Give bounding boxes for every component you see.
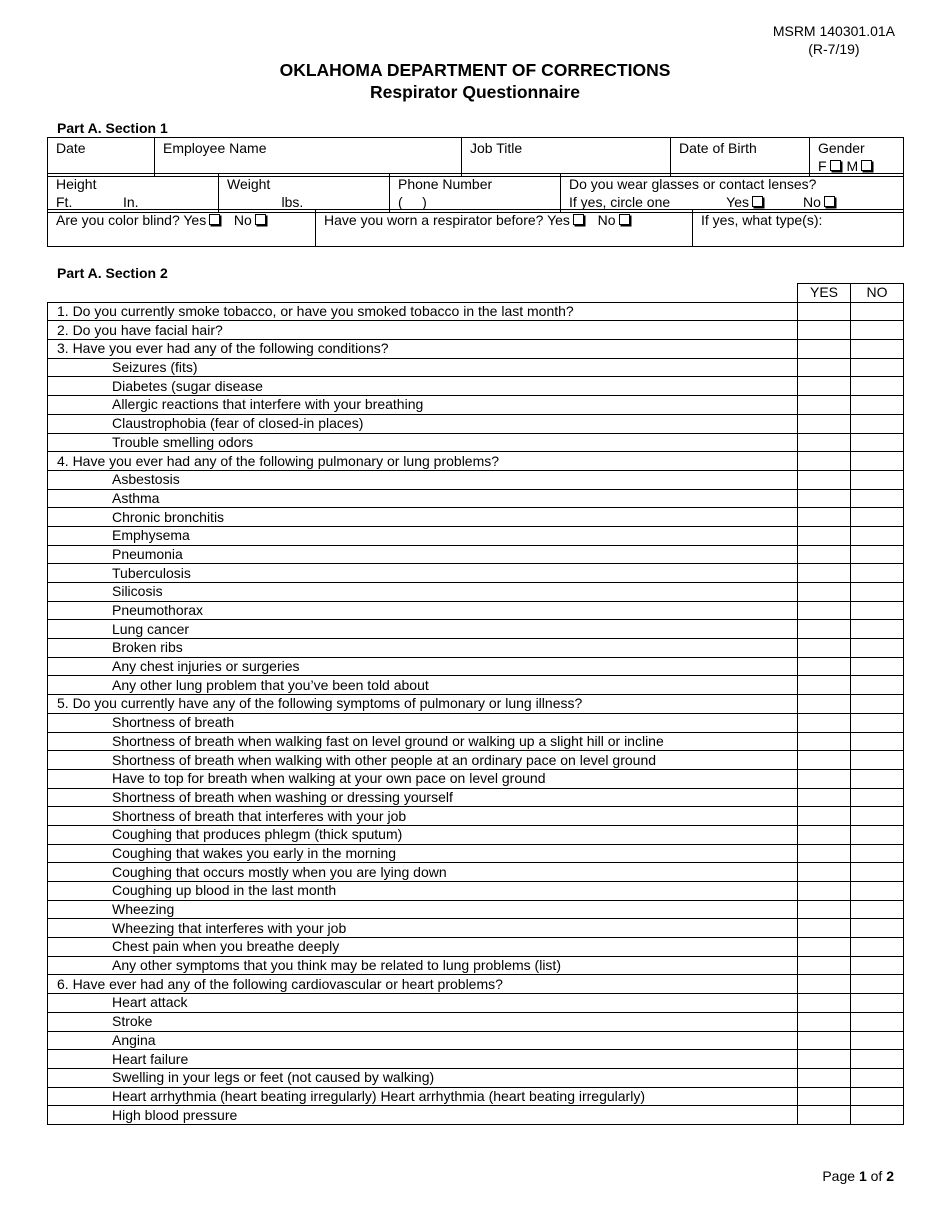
yes-answer-cell[interactable] (798, 601, 851, 620)
no-answer-cell[interactable] (851, 751, 904, 770)
gender-field (810, 138, 904, 177)
respirator-field (316, 210, 693, 247)
phone-field[interactable] (390, 174, 561, 213)
color-blind-no-label: No (233, 212, 252, 228)
glasses-no-checkbox[interactable] (824, 196, 835, 207)
condition-row (48, 788, 904, 807)
color-blind-field (48, 210, 316, 247)
no-answer-cell[interactable] (851, 657, 904, 676)
no-answer-cell[interactable] (851, 919, 904, 938)
condition-text: Seizures (fits) (48, 358, 798, 377)
section1-row2 (47, 173, 904, 213)
form-title: Respirator Questionnaire (369, 82, 581, 102)
yes-answer-cell[interactable] (798, 1012, 851, 1031)
condition-text: Shortness of breath when washing or dressing yourself (48, 788, 798, 807)
condition-text: Pneumothorax (48, 601, 798, 620)
no-answer-cell[interactable] (851, 882, 904, 901)
condition-row (48, 489, 904, 508)
condition-text: Any other symptoms that you think may be related to lung problems (list) (48, 956, 798, 975)
yes-answer-cell[interactable] (798, 470, 851, 489)
yes-answer-cell[interactable] (798, 433, 851, 452)
no-answer-cell[interactable] (851, 1050, 904, 1069)
yes-answer-cell[interactable] (798, 732, 851, 751)
condition-row (48, 358, 904, 377)
condition-row (48, 732, 904, 751)
glasses-no-label: No (803, 194, 821, 210)
no-answer-cell[interactable] (851, 489, 904, 508)
agency-name: OKLAHOMA DEPARTMENT OF CORRECTIONS (279, 60, 671, 80)
condition-row (48, 1012, 904, 1031)
yes-answer-cell[interactable] (798, 1106, 851, 1125)
condition-text: Claustrophobia (fear of closed-in places) (48, 414, 798, 433)
question-row (48, 321, 904, 340)
condition-row (48, 620, 904, 639)
yes-answer-cell[interactable] (798, 508, 851, 527)
respirator-question: Have you worn a respirator before? Yes (324, 212, 570, 228)
yes-answer-cell[interactable] (798, 900, 851, 919)
no-answer-cell[interactable] (851, 433, 904, 452)
no-answer-cell[interactable] (851, 545, 904, 564)
condition-text: Wheezing (48, 900, 798, 919)
question-text: 4. Have you ever had any of the following pulmonary or lung problems? (48, 452, 798, 471)
no-answer-cell[interactable] (851, 340, 904, 359)
date-field[interactable] (48, 138, 155, 177)
no-answer-cell[interactable] (851, 788, 904, 807)
section1-row3 (47, 209, 904, 247)
glasses-yes-label: Yes (726, 194, 749, 210)
condition-text: Have to top for breath when walking at your own pace on level ground (48, 769, 798, 788)
respirator-no-checkbox[interactable] (619, 214, 630, 225)
no-answer-cell[interactable] (851, 732, 904, 751)
section2-label: Part A. Section 2 (57, 265, 168, 281)
condition-text: Heart attack (48, 994, 798, 1013)
no-answer-cell[interactable] (851, 1012, 904, 1031)
yes-answer-cell[interactable] (798, 956, 851, 975)
no-answer-cell[interactable] (851, 396, 904, 415)
no-answer-cell[interactable] (851, 844, 904, 863)
condition-text: Diabetes (sugar disease (48, 377, 798, 396)
questions-header-row (48, 284, 904, 303)
condition-text: Stroke (48, 1012, 798, 1031)
condition-text: Trouble smelling odors (48, 433, 798, 452)
weight-label: Weight (227, 176, 271, 192)
condition-text: Shortness of breath (48, 713, 798, 732)
condition-row (48, 545, 904, 564)
employee-name-field[interactable] (155, 138, 462, 177)
condition-text: Wheezing that interferes with your job (48, 919, 798, 938)
page-number (822, 1168, 894, 1184)
color-blind-no-checkbox[interactable] (255, 214, 266, 225)
condition-text: Chest pain when you breathe deeply (48, 938, 798, 957)
condition-row (48, 882, 904, 901)
condition-row (48, 1050, 904, 1069)
yes-answer-cell[interactable] (798, 377, 851, 396)
gender-m-checkbox[interactable] (861, 160, 872, 171)
condition-row (48, 807, 904, 826)
condition-row (48, 713, 904, 732)
yes-answer-cell[interactable] (798, 526, 851, 545)
condition-text: Swelling in your legs or feet (not caused by walking) (48, 1068, 798, 1087)
condition-row (48, 414, 904, 433)
job-title-field[interactable] (462, 138, 671, 177)
no-answer-cell[interactable] (851, 1087, 904, 1106)
yes-answer-cell[interactable] (798, 994, 851, 1013)
no-answer-cell[interactable] (851, 938, 904, 957)
height-in-blank: In.____ (122, 194, 170, 210)
no-column-header: NO (851, 284, 904, 303)
no-answer-cell[interactable] (851, 508, 904, 527)
no-answer-cell[interactable] (851, 807, 904, 826)
title-block (0, 59, 950, 103)
color-blind-yes-checkbox[interactable] (209, 214, 220, 225)
yes-answer-cell[interactable] (798, 452, 851, 471)
section1-row1 (47, 137, 904, 177)
page-current: 1 (858, 1168, 867, 1184)
yes-answer-cell[interactable] (798, 938, 851, 957)
no-answer-cell[interactable] (851, 769, 904, 788)
date-label: Date (56, 140, 86, 156)
respirator-no-label: No (597, 212, 616, 228)
yes-answer-cell[interactable] (798, 825, 851, 844)
yes-answer-cell[interactable] (798, 340, 851, 359)
no-answer-cell[interactable] (851, 863, 904, 882)
yes-answer-cell[interactable] (798, 414, 851, 433)
respirator-yes-checkbox[interactable] (573, 214, 584, 225)
yes-column-header: YES (798, 284, 851, 303)
question-text: 2. Do you have facial hair? (48, 321, 798, 340)
condition-row (48, 639, 904, 658)
no-answer-cell[interactable] (851, 620, 904, 639)
no-answer-cell[interactable] (851, 452, 904, 471)
condition-row (48, 470, 904, 489)
yes-answer-cell[interactable] (798, 657, 851, 676)
yes-answer-cell[interactable] (798, 564, 851, 583)
yes-answer-cell[interactable] (798, 695, 851, 714)
no-answer-cell[interactable] (851, 1031, 904, 1050)
condition-text: Asthma (48, 489, 798, 508)
no-answer-cell[interactable] (851, 994, 904, 1013)
page-prefix: Page (822, 1168, 856, 1184)
question-text: 6. Have ever had any of the following cardiovascular or heart problems? (48, 975, 798, 994)
no-answer-cell[interactable] (851, 564, 904, 583)
no-answer-cell[interactable] (851, 695, 904, 714)
yes-answer-cell[interactable] (798, 620, 851, 639)
condition-row (48, 526, 904, 545)
questions-body (48, 302, 904, 1124)
condition-row (48, 1106, 904, 1125)
yes-answer-cell[interactable] (798, 321, 851, 340)
yes-answer-cell[interactable] (798, 713, 851, 732)
condition-row (48, 938, 904, 957)
yes-answer-cell[interactable] (798, 769, 851, 788)
condition-row (48, 601, 904, 620)
question-text: 5. Do you currently have any of the following symptoms of pulmonary or lung illness? (48, 695, 798, 714)
no-answer-cell[interactable] (851, 956, 904, 975)
condition-text: Shortness of breath that interferes with your job (48, 807, 798, 826)
condition-row (48, 583, 904, 602)
weight-blank: _______lbs. (227, 194, 304, 210)
yes-answer-cell[interactable] (798, 919, 851, 938)
no-answer-cell[interactable] (851, 377, 904, 396)
condition-row (48, 564, 904, 583)
gender-m-label: M (846, 158, 859, 174)
header-spacer (48, 284, 798, 303)
condition-row (48, 956, 904, 975)
yes-answer-cell[interactable] (798, 1068, 851, 1087)
glasses-yes-checkbox[interactable] (752, 196, 763, 207)
no-answer-cell[interactable] (851, 676, 904, 695)
condition-text: Coughing up blood in the last month (48, 882, 798, 901)
questions-table (47, 283, 904, 1125)
height-field[interactable] (48, 174, 219, 213)
condition-text: Asbestosis (48, 470, 798, 489)
glasses-field (561, 174, 904, 213)
page-of: of (870, 1168, 883, 1184)
gender-f-label: F (818, 158, 827, 174)
yes-answer-cell[interactable] (798, 396, 851, 415)
no-answer-cell[interactable] (851, 414, 904, 433)
condition-row (48, 1031, 904, 1050)
no-answer-cell[interactable] (851, 1068, 904, 1087)
condition-text: Any other lung problem that you’ve been told about (48, 676, 798, 695)
question-row (48, 975, 904, 994)
condition-row (48, 396, 904, 415)
yes-answer-cell[interactable] (798, 844, 851, 863)
yes-answer-cell[interactable] (798, 489, 851, 508)
condition-text: Lung cancer (48, 620, 798, 639)
question-row (48, 452, 904, 471)
condition-text: Heart failure (48, 1050, 798, 1069)
condition-text: Shortness of breath when walking fast on level ground or walking up a slight hill or incline (48, 732, 798, 751)
phone-label: Phone Number (398, 176, 493, 192)
job-title-label: Job Title (470, 140, 523, 156)
page-total: 2 (886, 1168, 894, 1184)
no-answer-cell[interactable] (851, 526, 904, 545)
yes-answer-cell[interactable] (798, 1050, 851, 1069)
color-blind-question: Are you color blind? Yes (56, 212, 207, 228)
height-label: Height (56, 176, 97, 192)
condition-row (48, 657, 904, 676)
yes-answer-cell[interactable] (798, 1031, 851, 1050)
form-revision: (R-7/19) (808, 41, 860, 57)
condition-text: Coughing that occurs mostly when you are lying down (48, 863, 798, 882)
condition-text: Pneumonia (48, 545, 798, 564)
condition-text: Angina (48, 1031, 798, 1050)
gender-f-checkbox[interactable] (830, 160, 841, 171)
yes-answer-cell[interactable] (798, 639, 851, 658)
weight-field[interactable] (219, 174, 390, 213)
respirator-type-field[interactable] (693, 210, 904, 247)
no-answer-cell[interactable] (851, 321, 904, 340)
question-row (48, 302, 904, 321)
condition-text: Chronic bronchitis (48, 508, 798, 527)
condition-text: Coughing that wakes you early in the morning (48, 844, 798, 863)
condition-text: Broken ribs (48, 639, 798, 658)
condition-text: Silicosis (48, 583, 798, 602)
yes-answer-cell[interactable] (798, 788, 851, 807)
no-answer-cell[interactable] (851, 470, 904, 489)
question-text: 3. Have you ever had any of the following conditions? (48, 340, 798, 359)
condition-text: Tuberculosis (48, 564, 798, 583)
no-answer-cell[interactable] (851, 975, 904, 994)
condition-row (48, 769, 904, 788)
no-answer-cell[interactable] (851, 825, 904, 844)
yes-answer-cell[interactable] (798, 583, 851, 602)
condition-row (48, 900, 904, 919)
glasses-circle-label: If yes, circle one (569, 194, 671, 210)
question-text: 1. Do you currently smoke tobacco, or have you smoked tobacco in the last month? (48, 302, 798, 321)
yes-answer-cell[interactable] (798, 358, 851, 377)
yes-answer-cell[interactable] (798, 302, 851, 321)
no-answer-cell[interactable] (851, 1106, 904, 1125)
no-answer-cell[interactable] (851, 639, 904, 658)
yes-answer-cell[interactable] (798, 882, 851, 901)
condition-text: Heart arrhythmia (heart beating irregularly) Heart arrhythmia (heart beating irregularly) (48, 1087, 798, 1106)
yes-answer-cell[interactable] (798, 545, 851, 564)
no-answer-cell[interactable] (851, 583, 904, 602)
yes-answer-cell[interactable] (798, 975, 851, 994)
condition-text: Any chest injuries or surgeries (48, 657, 798, 676)
condition-text: Emphysema (48, 526, 798, 545)
respirator-type-label: If yes, what type(s): (701, 212, 823, 228)
condition-row (48, 1087, 904, 1106)
condition-row (48, 844, 904, 863)
yes-answer-cell[interactable] (798, 751, 851, 770)
yes-answer-cell[interactable] (798, 1087, 851, 1106)
yes-answer-cell[interactable] (798, 676, 851, 695)
dob-field[interactable] (671, 138, 810, 177)
employee-name-label: Employee Name (163, 140, 267, 156)
phone-area-code: ( ) (398, 194, 427, 210)
yes-answer-cell[interactable] (798, 863, 851, 882)
form-code (773, 22, 895, 58)
condition-row (48, 433, 904, 452)
condition-row (48, 377, 904, 396)
condition-text: Shortness of breath when walking with other people at an ordinary pace on level ground (48, 751, 798, 770)
dob-label: Date of Birth (679, 140, 757, 156)
condition-row (48, 919, 904, 938)
no-answer-cell[interactable] (851, 900, 904, 919)
no-answer-cell[interactable] (851, 601, 904, 620)
height-ft-blank: Ft.____ (56, 194, 104, 210)
form-number: MSRM 140301.01A (772, 23, 895, 39)
condition-row (48, 863, 904, 882)
section1-label: Part A. Section 1 (57, 120, 168, 136)
no-answer-cell[interactable] (851, 713, 904, 732)
condition-row (48, 1068, 904, 1087)
glasses-question: Do you wear glasses or contact lenses? (569, 176, 817, 192)
no-answer-cell[interactable] (851, 302, 904, 321)
condition-text: Allergic reactions that interfere with your breathing (48, 396, 798, 415)
condition-row (48, 751, 904, 770)
gender-label: Gender (818, 140, 865, 156)
question-row (48, 695, 904, 714)
condition-text: High blood pressure (48, 1106, 798, 1125)
condition-text: Coughing that produces phlegm (thick sputum) (48, 825, 798, 844)
no-answer-cell[interactable] (851, 358, 904, 377)
condition-row (48, 508, 904, 527)
question-row (48, 340, 904, 359)
yes-answer-cell[interactable] (798, 807, 851, 826)
condition-row (48, 676, 904, 695)
condition-row (48, 994, 904, 1013)
condition-row (48, 825, 904, 844)
